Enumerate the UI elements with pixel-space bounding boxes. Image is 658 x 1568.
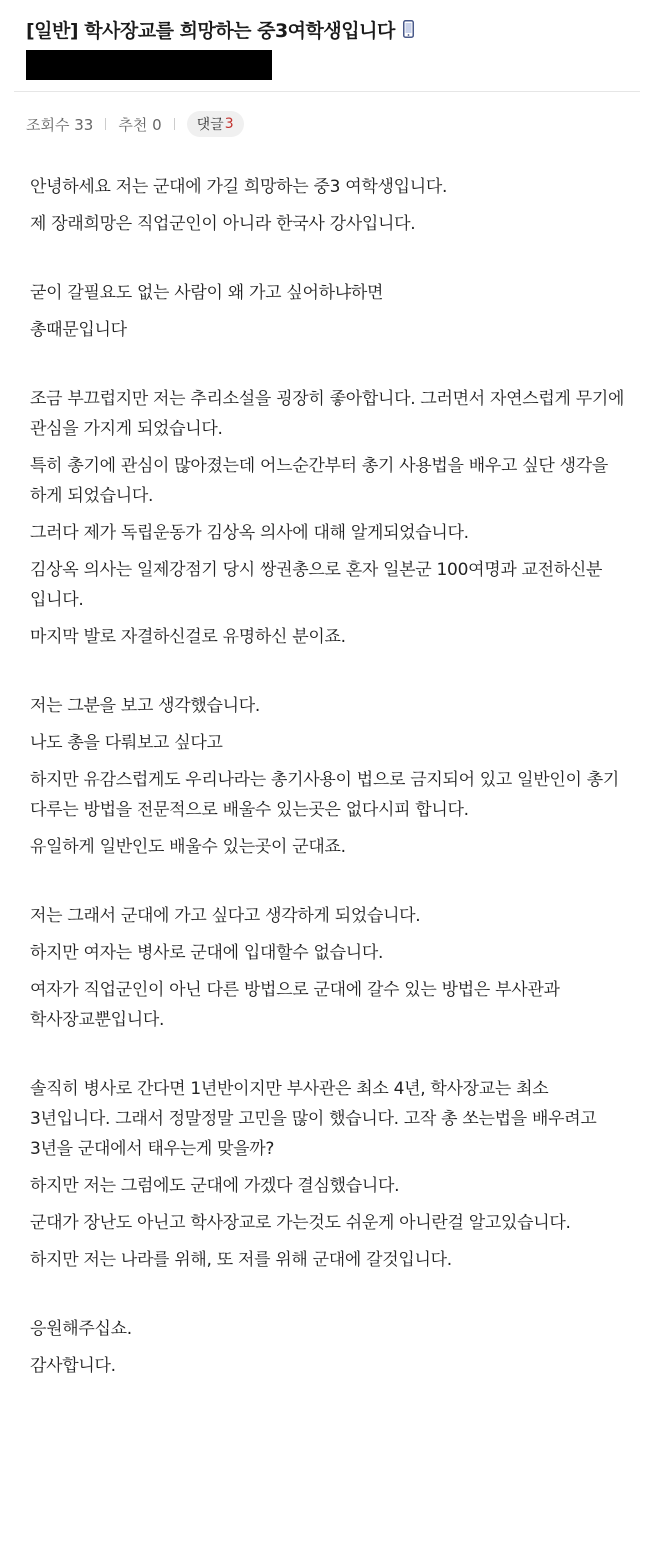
body-paragraph: 여자가 직업군인이 아닌 다른 방법으로 군대에 갈수 있는 방법은 부사관과 학사장교뿐입니다.	[30, 980, 560, 1030]
body-paragraph: 하지만 저는 그럼에도 군대에 가겠다 결심했습니다.	[30, 1176, 400, 1196]
body-paragraph: 하지만 여자는 병사로 군대에 입대할수 없습니다.	[30, 943, 384, 963]
body-paragraph: 안녕하세요 저는 군대에 가길 희망하는 중3 여학생입니다.	[30, 177, 448, 197]
body-paragraph: 저는 그분을 보고 생각했습니다.	[30, 696, 261, 716]
post-header	[26, 14, 636, 44]
comments-button[interactable]	[187, 111, 244, 137]
body-paragraph: 나도 총을 다뤄보고 싶다고	[30, 733, 223, 753]
body-paragraph: 마지막 발로 자결하신걸로 유명하신 분이죠.	[30, 627, 346, 647]
meta-separator	[174, 118, 175, 130]
paragraph-spacer	[30, 246, 630, 278]
comments-count: 3	[224, 116, 234, 132]
body-paragraph: 솔직히 병사로 간다면 1년반이지만 부사관은 최소 4년, 학사장교는 최소 3년입니다. 그래서 정말정말 고민을 많이 했습니다. 고작 총 쏘는법을 배우려고 3년을 군대에서 태우는게 맞을까?	[30, 1079, 597, 1159]
comments-label: 댓글	[196, 117, 224, 133]
paragraph-spacer	[30, 1042, 630, 1074]
body-paragraph: 특히 총기에 관심이 많아졌는데 어느순간부터 총기 사용법을 배우고 싶단 생각을 하게 되었습니다.	[30, 456, 608, 506]
body-paragraph: 굳이 갈필요도 없는 사람이 왜 가고 싶어하냐하면	[30, 283, 384, 303]
paragraph-spacer	[30, 1282, 630, 1314]
title-row	[26, 14, 636, 44]
body-paragraph: 제 장래희망은 직업군인이 아니라 한국사 강사입니다.	[30, 214, 416, 234]
body-paragraph: 감사합니다.	[30, 1356, 116, 1376]
body-paragraph: 총때문입니다	[30, 320, 127, 340]
body-paragraph: 저는 그래서 군대에 가고 싶다고 생각하게 되었습니다.	[30, 906, 421, 926]
mobile-phone-icon	[403, 20, 414, 38]
paragraph-spacer	[30, 352, 630, 384]
paragraph-spacer	[30, 869, 630, 901]
body-paragraph: 하지만 유감스럽게도 우리나라는 총기사용이 법으로 금지되어 있고 일반인이 총기 다루는 방법을 전문적으로 배울수 있는곳은 없다시피 합니다.	[30, 770, 619, 820]
post-body	[30, 172, 630, 1388]
body-paragraph: 그러다 제가 독립운동가 김상옥 의사에 대해 알게되었습니다.	[30, 523, 469, 543]
body-paragraph: 하지만 저는 나라를 위해, 또 저를 위해 군대에 갈것입니다.	[30, 1250, 452, 1270]
recommend-count: 추천 0	[118, 115, 162, 134]
paragraph-spacer	[30, 659, 630, 691]
body-paragraph: 조금 부끄럽지만 저는 추리소설을 굉장히 좋아합니다. 그러면서 자연스럽게 무기에 관심을 가지게 되었습니다.	[30, 389, 625, 439]
body-paragraph: 응원해주십쇼.	[30, 1319, 132, 1339]
body-paragraph: 군대가 장난도 아닌고 학사장교로 가는것도 쉬운게 아니란걸 알고있습니다.	[30, 1213, 571, 1233]
meta-separator	[105, 118, 106, 130]
post-meta	[26, 110, 244, 138]
body-paragraph: 유일하게 일반인도 배울수 있는곳이 군대죠.	[30, 837, 346, 857]
redacted-author-info	[26, 50, 272, 80]
post-title: [일반] 학사장교를 희망하는 중3여학생입니다	[26, 19, 395, 42]
body-paragraph: 김상옥 의사는 일제강점기 당시 쌍권총으로 혼자 일본군 100여명과 교전하신분 입니다.	[30, 560, 603, 610]
header-divider	[14, 91, 640, 92]
view-count: 조회수 33	[26, 115, 94, 134]
